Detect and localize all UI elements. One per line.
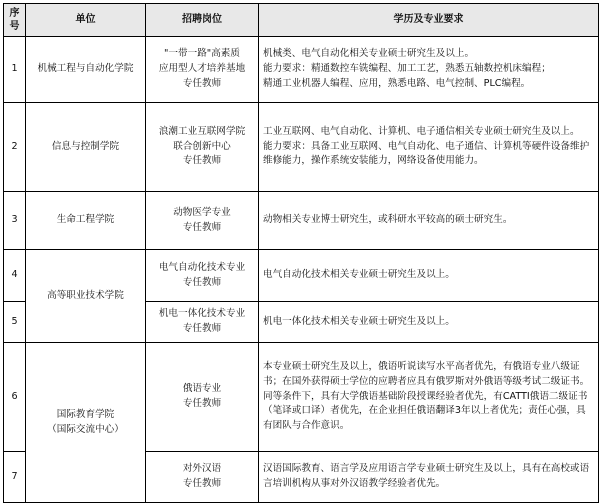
requirement-line: 能力要求：具备工业互联网、电气自动化、电子通信、计算机等硬件设备维护维修能力，操作系统安装能力，网络设备使用能力。 <box>263 140 590 167</box>
requirement-line: 汉语国际教育、语言学及应用语言学专业硕士研究生及以上，具有在高校或语言培训机构从事对外汉语教学经验者优先。 <box>263 463 590 489</box>
position-line: 专任教师 <box>182 77 222 89</box>
position-line: "一带一路"高素质 <box>164 48 240 60</box>
row-no: 4 <box>4 250 26 302</box>
table-row <box>4 192 599 250</box>
row-no: 7 <box>4 452 26 503</box>
row-no: 5 <box>4 302 26 343</box>
row-no: 2 <box>4 103 26 192</box>
row-position <box>146 37 259 103</box>
row-position <box>146 192 259 250</box>
row-requirements <box>259 343 599 452</box>
header-position: 招聘岗位 <box>146 4 259 37</box>
requirement-line: 能力要求：精通数控车铣编程、加工工艺，熟悉五轴数控机床编程； <box>263 63 551 75</box>
requirement-line: 电气自动化技术相关专业硕士研究生及以上。 <box>263 269 455 281</box>
row-requirements <box>259 302 599 343</box>
position-line: 浪潮工业互联网学院 <box>158 125 246 137</box>
position-line: 专任教师 <box>182 221 222 233</box>
row-position <box>146 302 259 343</box>
position-line: 对外汉语 <box>182 463 222 475</box>
position-line: 专任教师 <box>182 478 222 489</box>
requirement-line: 机械类、电气自动化相关专业硕士研究生及以上。 <box>263 48 475 60</box>
table-row <box>4 343 599 452</box>
header-no: 序 号 <box>4 4 26 37</box>
position-line: 应用型人才培养基地 <box>158 63 246 75</box>
row-unit: 信息与控制学院 <box>26 103 146 192</box>
position-line: 专任教师 <box>182 398 222 409</box>
requirement-line: 本专业硕士研究生及以上，俄语听说读写水平高者优先，有俄语专业八级证书；在国外获得硕士学位的应聘者应具有俄罗斯对外俄语等级考试二级证书。同等条件下，具有大学俄语基础阶段授课经验者优先，有CATTI俄语二级证书（笔译或口译）者优先，在企业担任俄语翻译3年以上者优先；责任心强，具有团队与合作意识。 <box>263 360 590 432</box>
requirement-line: 精通工业机器人编程、应用，熟悉电路、电气控制、PLC编程。 <box>263 77 531 89</box>
position-line: 机电一体化技术专业 <box>158 308 246 320</box>
row-position <box>146 103 259 192</box>
table-header-row <box>4 4 599 37</box>
row-unit <box>26 343 146 503</box>
row-requirements <box>259 452 599 503</box>
table-row <box>4 103 599 192</box>
position-line: 俄语专业 <box>182 383 222 395</box>
row-no: 6 <box>4 343 26 452</box>
position-line: 专任教师 <box>182 323 222 334</box>
requirement-line: 机电一体化技术相关专业硕士研究生及以上。 <box>263 315 455 327</box>
row-no: 3 <box>4 192 26 250</box>
table-row <box>4 250 599 302</box>
row-position <box>146 452 259 503</box>
requirement-line: 动物相关专业博士研究生，或科研水平较高的硕士研究生。 <box>263 214 513 226</box>
row-position <box>146 250 259 302</box>
position-line: 专任教师 <box>182 155 222 167</box>
position-line: 联合创新中心 <box>173 140 231 152</box>
row-requirements <box>259 103 599 192</box>
unit-line: 国际教育学院 <box>56 408 115 420</box>
table-row <box>4 37 599 103</box>
row-requirements <box>259 250 599 302</box>
row-requirements <box>259 37 599 103</box>
requirement-line: 工业互联网、电气自动化、计算机、电子通信相关专业硕士研究生及以上。 <box>263 125 580 137</box>
row-unit: 高等职业技术学院 <box>26 250 146 343</box>
row-requirements <box>259 192 599 250</box>
unit-line: （国际交流中心） <box>47 423 124 435</box>
position-line: 专任教师 <box>182 276 222 288</box>
row-unit: 机械工程与自动化学院 <box>26 37 146 103</box>
row-position <box>146 343 259 452</box>
recruitment-table <box>3 3 599 503</box>
position-line: 动物医学专业 <box>173 206 231 218</box>
row-no: 1 <box>4 37 26 103</box>
position-line: 电气自动化技术专业 <box>158 261 246 273</box>
row-unit: 生命工程学院 <box>26 192 146 250</box>
header-unit: 单位 <box>26 4 146 37</box>
header-requirements: 学历及专业要求 <box>259 4 599 37</box>
